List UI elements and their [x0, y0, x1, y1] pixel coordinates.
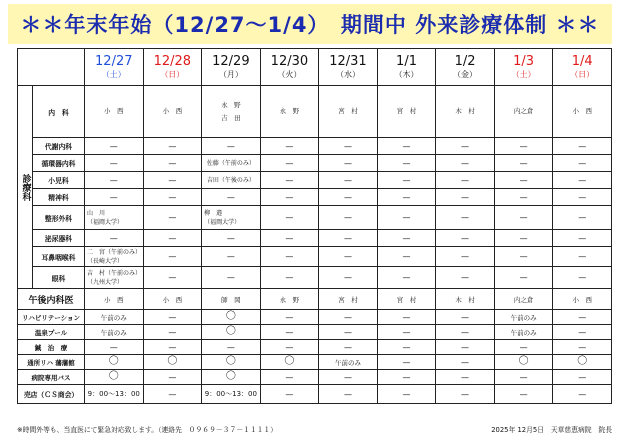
schedule-cell: — — [143, 385, 202, 404]
schedule-cell: 小 西 — [553, 86, 612, 138]
schedule-cell: 9：00～13：00 — [202, 385, 261, 404]
footer-signature: 2025年 12月5日 天草慈恵病院 院長 — [491, 426, 612, 434]
date-header-row — [18, 49, 612, 86]
service-label: リハビリテーション — [18, 310, 85, 325]
date-label: 12/27 — [95, 53, 133, 69]
table-row — [18, 289, 612, 310]
schedule-cell: — — [319, 340, 378, 355]
schedule-cell: 午前のみ — [494, 310, 553, 325]
schedule-cell: 宮 村 — [319, 289, 378, 310]
schedule-cell: — — [436, 267, 495, 289]
schedule-cell: — — [260, 247, 319, 267]
schedule-cell: — — [260, 155, 319, 172]
schedule-cell: 吉田（午後のみ） — [202, 172, 261, 189]
schedule-cell: — — [553, 247, 612, 267]
schedule-cell: 山 川 （福岡大学） — [85, 206, 144, 230]
table-row — [18, 340, 612, 355]
schedule-cell: — — [553, 230, 612, 247]
schedule-cell: — — [319, 247, 378, 267]
weekday-label: （日） — [160, 69, 185, 79]
schedule-cell: — — [143, 230, 202, 247]
schedule-cell: — — [319, 172, 378, 189]
schedule-cell: — — [319, 310, 378, 325]
schedule-cell: — — [319, 230, 378, 247]
service-label: 温泉プール — [18, 325, 85, 340]
schedule-cell: 宮 村 — [377, 86, 436, 138]
schedule-cell: 小 西 — [143, 289, 202, 310]
schedule-cell: — — [377, 206, 436, 230]
footer — [17, 424, 612, 434]
schedule-cell: 内之倉 — [494, 289, 553, 310]
schedule-cell: — — [436, 340, 495, 355]
schedule-cell: — — [553, 189, 612, 206]
table-row — [18, 370, 612, 385]
schedule-cell: 佐藤（午前のみ） — [202, 155, 261, 172]
dept-label: 耳鼻咽喉科 — [33, 247, 85, 267]
schedule-cell: — — [260, 172, 319, 189]
schedule-cell: — — [377, 247, 436, 267]
schedule-cell: — — [436, 189, 495, 206]
schedule-cell: — — [494, 247, 553, 267]
dept-label: 精神科 — [33, 189, 85, 206]
service-label: 病院専用バス — [18, 370, 85, 385]
table-row — [18, 310, 612, 325]
section-label-cell — [18, 86, 33, 289]
schedule-cell: — — [319, 325, 378, 340]
date-label: 12/30 — [270, 53, 309, 69]
weekday-label: （土） — [511, 69, 536, 79]
schedule-cell: — — [377, 230, 436, 247]
date-header — [319, 49, 378, 86]
schedule-cell: — — [202, 247, 261, 267]
schedule-cell: — — [85, 172, 144, 189]
schedule-cell: — — [202, 267, 261, 289]
schedule-cell: — — [436, 138, 495, 155]
schedule-cell: 〇 — [85, 370, 144, 385]
schedule-cell: — — [319, 138, 378, 155]
dept-label: 整形外科 — [33, 206, 85, 230]
table-row — [18, 172, 612, 189]
schedule-cell: — — [553, 340, 612, 355]
schedule-cell: — — [436, 155, 495, 172]
schedule-cell: — — [553, 267, 612, 289]
schedule-cell: — — [377, 267, 436, 289]
schedule-cell: — — [377, 172, 436, 189]
schedule-cell: — — [494, 267, 553, 289]
schedule-cell: 永 野 — [260, 86, 319, 138]
weekday-label: （月） — [218, 69, 243, 79]
table-row — [18, 206, 612, 230]
page-title: ＊＊年末年始（12/27～1/4） 期間中 外来診療体制 ＊＊ — [8, 4, 612, 44]
schedule-cell: — — [377, 340, 436, 355]
schedule-cell: 午前のみ — [85, 325, 144, 340]
schedule-cell: — — [553, 385, 612, 404]
schedule-cell: — — [85, 155, 144, 172]
schedule-cell: — — [553, 206, 612, 230]
schedule-cell: 〇 — [202, 325, 261, 340]
table-row — [18, 385, 612, 404]
schedule-cell: — — [494, 340, 553, 355]
schedule-cell: — — [377, 189, 436, 206]
schedule-cell: 木 村 — [436, 86, 495, 138]
date-header — [202, 49, 261, 86]
schedule-cell: — — [260, 385, 319, 404]
schedule-cell: — — [436, 355, 495, 370]
schedule-cell: — — [85, 138, 144, 155]
schedule-cell: — — [319, 370, 378, 385]
weekday-label: （水） — [335, 69, 360, 79]
dept-label: 小児科 — [33, 172, 85, 189]
schedule-cell: — — [494, 172, 553, 189]
table-row — [18, 267, 612, 289]
weekday-label: （土） — [101, 69, 126, 79]
schedule-cell: 9：00～13：00 — [85, 385, 144, 404]
weekday-label: （火） — [277, 69, 302, 79]
schedule-cell: — — [494, 206, 553, 230]
schedule-cell: — — [377, 370, 436, 385]
schedule-cell: — — [143, 155, 202, 172]
schedule-cell: — — [553, 325, 612, 340]
weekday-label: （金） — [453, 69, 478, 79]
schedule-cell: — — [260, 230, 319, 247]
schedule-cell: 永 野 吉 田 — [202, 86, 261, 138]
schedule-cell: — — [143, 370, 202, 385]
schedule-cell: 柳 邉 （福岡大学） — [202, 206, 261, 230]
date-header — [260, 49, 319, 86]
schedule-cell: 師 岡 — [202, 289, 261, 310]
table-row — [18, 230, 612, 247]
service-label: 鍼 治 療 — [18, 340, 85, 355]
service-label: 通所リハ 藩藩館 — [18, 355, 85, 370]
table-row — [18, 155, 612, 172]
schedule-cell: — — [494, 385, 553, 404]
schedule-cell: — — [202, 230, 261, 247]
schedule-cell: — — [143, 138, 202, 155]
schedule-cell: — — [436, 247, 495, 267]
schedule-cell: — — [436, 206, 495, 230]
schedule-cell: — — [377, 155, 436, 172]
schedule-cell: — — [143, 247, 202, 267]
date-header — [143, 49, 202, 86]
dept-label: 泌尿器科 — [33, 230, 85, 247]
schedule-cell: — — [377, 355, 436, 370]
schedule-cell: — — [494, 370, 553, 385]
table-row — [18, 138, 612, 155]
schedule-cell: — — [377, 325, 436, 340]
schedule-cell: 〇 — [143, 355, 202, 370]
schedule-cell: — — [319, 206, 378, 230]
schedule-cell: 永 野 — [260, 289, 319, 310]
date-label: 1/4 — [571, 53, 593, 69]
date-label: 12/29 — [212, 53, 250, 69]
schedule-cell: — — [377, 138, 436, 155]
schedule-cell: — — [260, 325, 319, 340]
schedule-cell: — — [377, 385, 436, 404]
schedule-cell: — — [436, 370, 495, 385]
schedule-cell: 〇 — [85, 355, 144, 370]
dept-label: 眼科 — [33, 267, 85, 289]
schedule-cell: — — [436, 230, 495, 247]
schedule-cell: 午前のみ — [85, 310, 144, 325]
schedule-cell: — — [319, 155, 378, 172]
schedule-cell: 小 西 — [85, 289, 144, 310]
schedule-cell: 小 西 — [143, 86, 202, 138]
schedule-cell: — — [553, 370, 612, 385]
schedule-cell: — — [494, 155, 553, 172]
weekday-label: （木） — [394, 69, 419, 79]
schedule-cell: — — [494, 230, 553, 247]
schedule-cell: — — [260, 310, 319, 325]
schedule-cell: 木 村 — [436, 289, 495, 310]
schedule-cell: — — [202, 189, 261, 206]
date-header — [377, 49, 436, 86]
date-header — [553, 49, 612, 86]
schedule-cell: — — [377, 310, 436, 325]
schedule-cell: 宮 村 — [377, 289, 436, 310]
schedule-cell: — — [143, 206, 202, 230]
date-label: 1/1 — [396, 53, 417, 69]
schedule-cell: — — [202, 138, 261, 155]
schedule-table — [17, 48, 612, 404]
schedule-cell: — — [260, 189, 319, 206]
schedule-cell: — — [553, 138, 612, 155]
schedule-cell: — — [143, 172, 202, 189]
schedule-cell: 内之倉 — [494, 86, 553, 138]
schedule-cell: 〇 — [202, 310, 261, 325]
schedule-cell: — — [260, 267, 319, 289]
schedule-cell: 宮 村 — [319, 86, 378, 138]
schedule-cell: — — [319, 189, 378, 206]
schedule-cell: — — [143, 267, 202, 289]
schedule-cell: — — [553, 172, 612, 189]
afternoon-label: 午後内科医 — [18, 289, 85, 310]
schedule-cell: — — [319, 267, 378, 289]
date-header — [494, 49, 553, 86]
dept-label: 代謝内科 — [33, 138, 85, 155]
schedule-cell: — — [260, 340, 319, 355]
schedule-cell: — — [85, 340, 144, 355]
schedule-cell: — — [553, 155, 612, 172]
schedule-cell: — — [85, 230, 144, 247]
schedule-cell: — — [436, 172, 495, 189]
schedule-cell: 小 西 — [85, 86, 144, 138]
schedule-cell: — — [260, 370, 319, 385]
schedule-cell: — — [202, 340, 261, 355]
schedule-cell: — — [260, 206, 319, 230]
schedule-cell: 〇 — [202, 370, 261, 385]
schedule-cell: 二 宮（午前のみ） （長崎大学） — [85, 247, 144, 267]
schedule-cell: — — [494, 189, 553, 206]
schedule-cell: 〇 — [260, 355, 319, 370]
schedule-cell: 午前のみ — [494, 325, 553, 340]
schedule-cell: — — [553, 310, 612, 325]
table-row — [18, 355, 612, 370]
schedule-cell: — — [85, 189, 144, 206]
schedule-cell: 〇 — [202, 355, 261, 370]
schedule-cell: — — [436, 310, 495, 325]
schedule-cell: 小 西 — [553, 289, 612, 310]
schedule-cell: 〇 — [553, 355, 612, 370]
date-label: 12/28 — [153, 53, 192, 69]
dept-label: 内 科 — [33, 86, 85, 138]
table-row — [18, 189, 612, 206]
date-header — [436, 49, 495, 86]
schedule-cell: 〇 — [494, 355, 553, 370]
footer-note: ※時間外等も、当直医にて緊急対応致します。（連絡先 ０９６９－３７－１１１１） — [17, 426, 278, 434]
shop-label: 売店（ＣＳ商会） — [18, 385, 85, 404]
schedule-cell: — — [143, 340, 202, 355]
table-row — [18, 247, 612, 267]
schedule-cell: — — [319, 385, 378, 404]
section-label: 診療科 — [20, 173, 31, 201]
dept-label: 循環器内科 — [33, 155, 85, 172]
table-row — [18, 325, 612, 340]
schedule-cell: 吉 村（午前のみ） （九州大学） — [85, 267, 144, 289]
schedule-cell: — — [436, 385, 495, 404]
weekday-label: （日） — [570, 69, 595, 79]
header-corner — [18, 49, 85, 86]
date-label: 12/31 — [329, 53, 367, 69]
schedule-cell: 午前のみ — [319, 355, 378, 370]
schedule-cell: — — [436, 325, 495, 340]
schedule-cell: — — [494, 138, 553, 155]
date-header — [85, 49, 144, 86]
schedule-cell: — — [143, 310, 202, 325]
table-row — [18, 86, 612, 138]
schedule-cell: — — [260, 138, 319, 155]
date-label: 1/3 — [513, 53, 535, 69]
date-label: 1/2 — [454, 53, 476, 69]
schedule-cell: — — [143, 325, 202, 340]
schedule-cell: — — [143, 189, 202, 206]
